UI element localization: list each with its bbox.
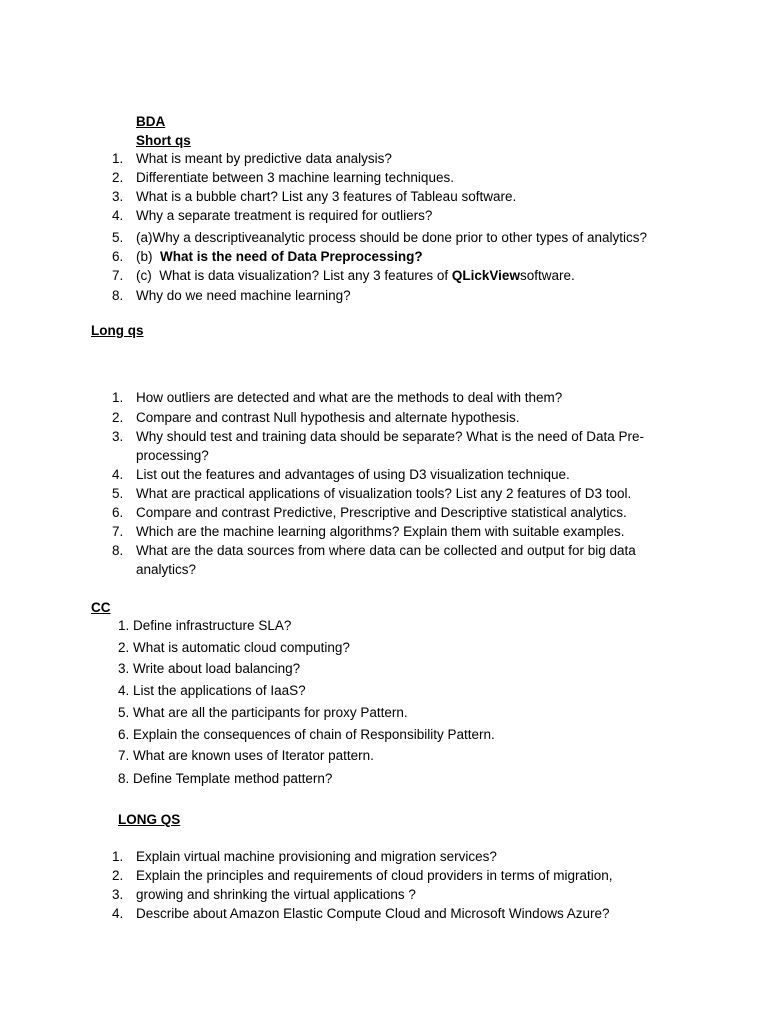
item-text: What is meant by predictive data analysis? [136,151,392,166]
bda-short-heading: Short qs [136,133,191,148]
item-number: 2. [112,868,124,883]
bda-title: BDA [136,114,166,129]
item-number: 6. [112,249,124,264]
cc-long-heading: LONG QS [118,812,181,827]
item-text-continuation: analytics? [136,562,197,577]
item-text-prefix: (b) [136,249,161,264]
item-text: Explain virtual machine provisioning and migration services? [136,849,497,864]
item-number: 7. [112,268,124,283]
item-text: How outliers are detected and what are the methods to deal with them? [136,390,563,405]
item-number: 1. [112,849,124,864]
item-text: Describe about Amazon Elastic Compute Cloud and Microsoft Windows Azure? [136,906,610,921]
item-number: 5. [112,230,124,245]
item-number: 1. [112,390,124,405]
item-text-bold: What is the need of Data Preprocessing? [160,249,423,264]
item-number: 3. [112,429,124,444]
item-text: Explain the principles and requirements of cloud providers in terms of migration, [136,868,613,883]
item-text: Which are the machine learning algorithms? Explain them with suitable examples. [136,524,625,539]
list-item: 3. Write about load balancing? [118,661,301,676]
list-item: 1. Define infrastructure SLA? [118,618,292,633]
list-item: 7. What are known uses of Iterator pattern. [118,748,374,763]
list-item: 6. Explain the consequences of chain of Responsibility Pattern. [118,727,495,742]
item-number: 4. [112,906,124,921]
item-number: 4. [112,208,124,223]
bda-long-heading: Long qs [91,323,144,338]
item-number: 3. [112,887,124,902]
item-text: Why do we need machine learning? [136,288,351,303]
item-text: Why should test and training data should be separate? What is the need of Data Pre- [136,429,645,444]
item-text: growing and shrinking the virtual applications ? [136,887,416,902]
item-text: Differentiate between 3 machine learning techniques. [136,170,454,185]
list-item: 2. What is automatic cloud computing? [118,640,350,655]
item-text: What are practical applications of visualization tools? List any 2 features of D3 tool. [136,486,632,501]
item-number: 4. [112,467,124,482]
item-text-continuation: processing? [136,448,209,463]
item-number: 2. [112,410,124,425]
item-text: What is a bubble chart? List any 3 features of Tableau software. [136,189,517,204]
item-text: Compare and contrast Predictive, Prescriptive and Descriptive statistical analytics. [136,505,627,520]
item-text: What are the data sources from where data can be collected and output for big data [136,543,636,558]
cc-title: CC [91,600,111,615]
list-item: 8. Define Template method pattern? [118,771,333,786]
item-number: 7. [112,524,124,539]
item-text: Why a separate treatment is required for outliers? [136,208,433,223]
list-item: 4. List the applications of IaaS? [118,683,306,698]
item-number: 8. [112,543,124,558]
item-text: (a)Why a descriptiveanalytic process should be done prior to other types of analytics? [136,230,648,245]
item-number: 1. [112,151,124,166]
list-item: 5. What are all the participants for proxy Pattern. [118,705,408,720]
item-text: Compare and contrast Null hypothesis and alternate hypothesis. [136,410,520,425]
item-text-prefix: (c) What is data visualization? List any 3 features of [136,268,452,283]
item-text-bold: QLickView [451,268,520,283]
item-text: List out the features and advantages of using D3 visualization technique. [136,467,570,482]
item-text-suffix: software. [519,268,575,283]
item-number: 5. [112,486,124,501]
item-number: 3. [112,189,124,204]
item-number: 8. [112,288,124,303]
item-number: 6. [112,505,124,520]
item-number: 2. [112,170,124,185]
